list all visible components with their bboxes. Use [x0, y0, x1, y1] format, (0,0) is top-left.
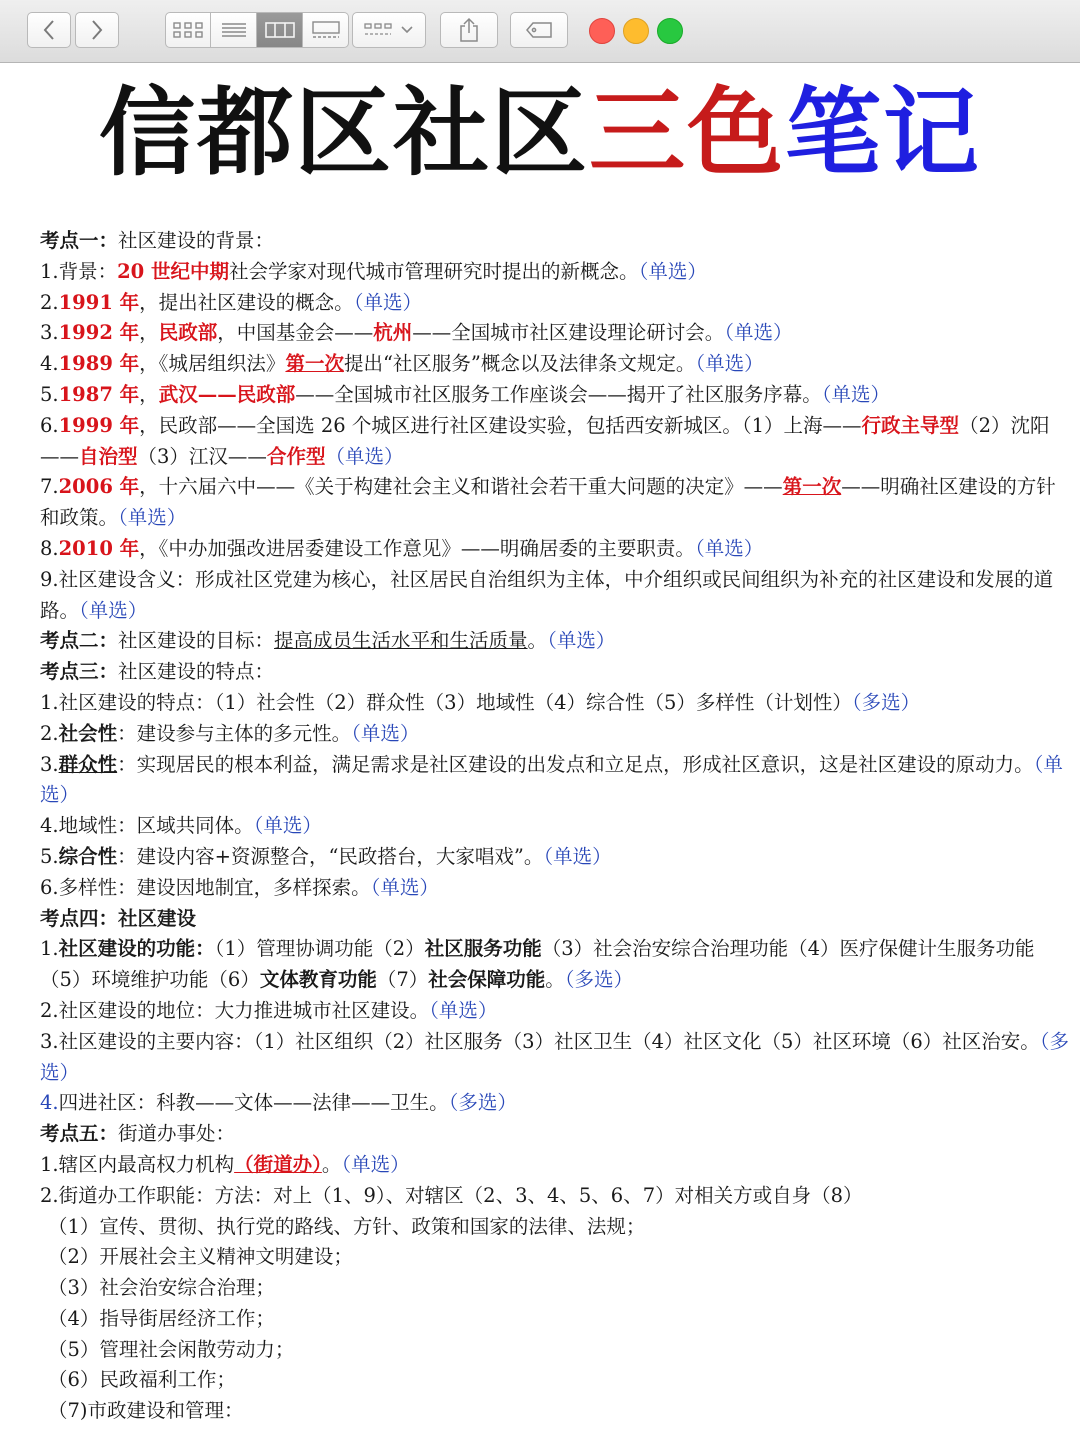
- text-segment: ，十六届六中——《关于构建社会主义和谐社会若干重大问题的决定》——: [139, 475, 783, 499]
- list-item: [40, 1150, 1072, 1181]
- text-segment: ，提出社区建设的概念。: [139, 290, 354, 314]
- text-segment: 民政部: [158, 321, 218, 345]
- text-segment: ，: [139, 382, 159, 406]
- text-segment: 自治型: [79, 444, 138, 468]
- text-segment: ——明确社区建设的方针和政策。: [40, 475, 1056, 530]
- list-item: [40, 1181, 1072, 1212]
- text-segment: 社会性: [58, 721, 118, 745]
- text-segment: （3）社会治安综合治理功能（4）医疗保健计生服务功能（5）环境维护功能（6）: [40, 937, 1035, 992]
- text-segment: 3.: [40, 321, 59, 345]
- question-type-tag: （单选）: [638, 259, 707, 283]
- text-segment: 提出“社区服务”概念以及法律条文规定。: [343, 352, 696, 376]
- text-segment: 1.辖区内最高权力机构: [40, 1152, 235, 1176]
- text-segment: ——全国城市社区建设理论研讨会。: [412, 321, 725, 345]
- list-item: [40, 1088, 1072, 1119]
- list-item: [40, 534, 1072, 565]
- text-segment: 1989 年: [58, 352, 140, 376]
- text-segment: 4.: [40, 1091, 59, 1115]
- column-view-icon: [265, 21, 295, 39]
- text-segment: 。: [545, 968, 565, 992]
- question-type-tag: （单选）: [543, 844, 612, 868]
- tag-button[interactable]: [510, 12, 568, 48]
- question-type-tag: （单选）: [253, 814, 322, 838]
- column-view-button[interactable]: [257, 12, 303, 48]
- list-item: [40, 873, 1072, 904]
- sub-list-item: （7)市政建设和管理：: [48, 1399, 244, 1423]
- chevron-left-icon: [42, 19, 56, 41]
- list-item: [40, 257, 1072, 288]
- text-segment: 考点二：: [40, 629, 119, 653]
- question-type-tag: （单选）: [724, 321, 793, 345]
- text-segment: 社区建设的特点：: [118, 660, 275, 684]
- section-heading: [40, 904, 1072, 935]
- text-segment: （街道办）: [234, 1152, 322, 1176]
- view-mode-switcher: [165, 12, 349, 48]
- title-black-part: 信都区社区: [99, 77, 589, 189]
- text-segment: （7）: [376, 968, 429, 992]
- section-heading: [40, 1119, 1072, 1150]
- list-item: [40, 688, 1072, 719]
- text-segment: 四进社区：科教——文体——法律——卫生。: [58, 1091, 449, 1115]
- list-view-icon: [221, 21, 247, 39]
- question-type-tag: （单选）: [695, 352, 764, 376]
- text-segment: 社区建设的目标：: [118, 629, 275, 653]
- list-item: [40, 1027, 1072, 1089]
- sub-list-item: （2）开展社会主义精神文明建设；: [48, 1245, 353, 1269]
- list-item: [40, 288, 1072, 319]
- question-type-tag: （单选）: [325, 444, 404, 468]
- list-item: [40, 750, 1072, 812]
- title-red-part: 三色: [589, 77, 785, 189]
- list-view-button[interactable]: [211, 12, 257, 48]
- question-type-tag: （单选）: [429, 998, 498, 1022]
- list-item: [40, 380, 1072, 411]
- text-segment: 街道办事处：: [118, 1122, 236, 1146]
- icon-view-button[interactable]: [165, 12, 211, 48]
- text-segment: 行政主导型: [861, 413, 960, 437]
- sub-list-item: （4）指导街居经济工作；: [48, 1306, 275, 1330]
- section-heading: [40, 226, 1072, 257]
- text-segment: 群众性: [58, 752, 118, 776]
- list-item: [40, 472, 1072, 534]
- forward-button[interactable]: [75, 12, 119, 48]
- text-segment: （2）沈阳——: [40, 413, 1050, 468]
- share-icon: [458, 17, 480, 43]
- zoom-window-button[interactable]: [657, 18, 683, 44]
- text-segment: ：建设参与主体的多元性。: [117, 721, 352, 745]
- text-segment: ，《城居组织法》: [139, 352, 286, 376]
- question-type-tag: （单选）: [79, 598, 148, 622]
- question-type-tag: （单选）: [351, 721, 420, 745]
- text-segment: ——全国城市社区服务工作座谈会——揭开了社区服务序幕。: [295, 382, 822, 406]
- sub-list-item: （3）社会治安综合治理；: [48, 1276, 275, 1300]
- text-segment: 杭州: [373, 321, 413, 345]
- group-by-button[interactable]: [352, 12, 426, 48]
- list-item: [40, 842, 1072, 873]
- close-window-button[interactable]: [589, 18, 615, 44]
- text-segment: 2.街道办工作职能：方法：对上（1、9）、对辖区（2、3、4、5、6、7）对相关方或自身（8）: [40, 1183, 863, 1207]
- text-segment: 社区服务功能: [424, 937, 542, 961]
- question-type-tag: （单选）: [353, 290, 422, 314]
- window-toolbar: [0, 0, 1080, 63]
- minimize-window-button[interactable]: [623, 18, 649, 44]
- text-segment: 。: [321, 1152, 342, 1176]
- list-item: [40, 565, 1072, 627]
- text-segment: 考点一：: [40, 229, 119, 252]
- text-segment: ，: [139, 321, 159, 345]
- text-segment: 2.: [40, 290, 59, 314]
- text-segment: ，中国基金会——: [217, 321, 374, 345]
- notes-document: [40, 226, 1072, 1427]
- list-item: [40, 719, 1072, 750]
- question-type-tag: （单选）: [694, 536, 764, 560]
- share-button[interactable]: [440, 12, 498, 48]
- text-segment: 7.: [40, 475, 59, 499]
- text-segment: 综合性: [58, 844, 118, 868]
- text-segment: 1999 年: [58, 413, 140, 437]
- text-segment: 6.多样性：建设因地制宜，多样探索。: [40, 875, 371, 899]
- text-segment: 5.: [40, 844, 59, 868]
- text-segment: 考点四：社区建设: [40, 906, 197, 930]
- text-segment: 5.: [40, 382, 59, 406]
- text-segment: ，《中办加强改进居委建设工作意见》——明确居委的主要职责。: [139, 536, 695, 560]
- question-type-tag: （多选）: [851, 690, 921, 714]
- section-heading: [40, 657, 1072, 688]
- text-segment: ：实现居民的根本利益，满足需求是社区建设的出发点和立足点，形成社区意识，这是社区建设的原动力。: [117, 752, 1034, 776]
- text-segment: 1.背景：: [40, 259, 118, 283]
- list-item: [40, 996, 1072, 1027]
- group-by-icon: [364, 22, 392, 38]
- text-segment: 2010 年: [58, 536, 140, 560]
- gallery-view-icon: [311, 21, 341, 39]
- question-type-tag: （多选）: [40, 1029, 1070, 1084]
- list-item: [40, 318, 1072, 349]
- sub-list-item: （6）民政福利工作；: [48, 1368, 236, 1392]
- list-item: [40, 811, 1072, 842]
- tag-icon: [525, 21, 553, 39]
- text-segment: 2.社区建设的地位：大力推进城市社区建设。: [40, 998, 430, 1022]
- sub-list-item: （5）管理社会闲散劳动力；: [48, 1337, 295, 1361]
- text-segment: 1.社区建设的特点：（1）社会性（2）群众性（3）地域性（4）综合性（5）多样性（计划性）: [40, 690, 852, 714]
- text-segment: 1987 年: [58, 382, 140, 406]
- title-blue-part: 笔记: [785, 77, 981, 189]
- sub-list-item: （1）宣传、贯彻、执行党的路线、方针、政策和国家的法律、法规；: [48, 1214, 646, 1238]
- question-type-tag: （单选）: [821, 382, 890, 406]
- question-type-tag: （多选）: [564, 968, 634, 992]
- text-segment: 3.: [40, 752, 59, 776]
- text-segment: 4.: [40, 352, 59, 376]
- text-segment: 合作型: [266, 444, 326, 468]
- text-segment: （1）管理协调功能（2）: [214, 937, 425, 961]
- page-title: [0, 78, 1080, 188]
- text-segment: 4.地域性：区域共同体。: [40, 814, 254, 838]
- list-item: [40, 411, 1072, 473]
- text-segment: 考点五：: [40, 1122, 119, 1146]
- list-item: [40, 934, 1072, 996]
- text-segment: 1.: [40, 937, 59, 961]
- text-segment: 1991 年: [58, 290, 140, 314]
- text-segment: 2006 年: [58, 475, 140, 499]
- text-segment: 6.: [40, 413, 59, 437]
- text-segment: 文体教育功能: [259, 968, 377, 992]
- text-segment: 2.: [40, 721, 59, 745]
- question-type-tag: （单选）: [341, 1152, 410, 1176]
- text-segment: 20 世纪中期: [117, 259, 230, 283]
- text-segment: 社区建设的功能：: [58, 937, 215, 961]
- text-segment: （3）江汉——: [137, 444, 267, 468]
- back-button[interactable]: [27, 12, 71, 48]
- text-segment: 提高成员生活水平和生活质量: [274, 629, 528, 653]
- question-type-tag: （单选）: [370, 875, 439, 899]
- text-segment: 第一次: [285, 352, 344, 376]
- question-type-tag: （单选）: [118, 506, 187, 530]
- text-segment: ，民政部——全国选 26 个城区进行社区建设实验，包括西安新城区。（1）上海——: [139, 413, 862, 437]
- text-segment: 1992 年: [58, 321, 140, 345]
- text-segment: 。: [527, 629, 548, 653]
- list-item: [40, 349, 1072, 380]
- question-type-tag: （单选）: [40, 752, 1063, 807]
- chevron-down-icon: [400, 25, 414, 35]
- text-segment: 社会保障功能: [428, 968, 546, 992]
- text-segment: 9.社区建设含义：形成社区党建为核心，社区居民自治组织为主体，中介组织或民间组织为补充的社区建设和发展的道路。: [40, 567, 1054, 622]
- question-type-tag: （单选）: [547, 629, 616, 653]
- text-segment: 社区建设的背景：: [118, 229, 275, 252]
- text-segment: 社会学家对现代城市管理研究时提出的新概念。: [229, 259, 639, 283]
- question-type-tag: （多选）: [448, 1091, 517, 1115]
- text-segment: 8.: [40, 536, 59, 560]
- text-segment: ：建设内容+资源整合，“民政搭台，大家唱戏”。: [117, 844, 544, 868]
- chevron-right-icon: [90, 19, 104, 41]
- section-heading: [40, 626, 1072, 657]
- gallery-view-button[interactable]: [303, 12, 349, 48]
- text-segment: 考点三：: [40, 660, 119, 684]
- text-segment: 3.社区建设的主要内容：（1）社区组织（2）社区服务（3）社区卫生（4）社区文化（5）社区环境（6）社区治安。: [40, 1029, 1040, 1053]
- text-segment: 武汉——民政部: [158, 382, 296, 406]
- icon-view-icon: [173, 21, 203, 39]
- text-segment: 第一次: [782, 475, 842, 499]
